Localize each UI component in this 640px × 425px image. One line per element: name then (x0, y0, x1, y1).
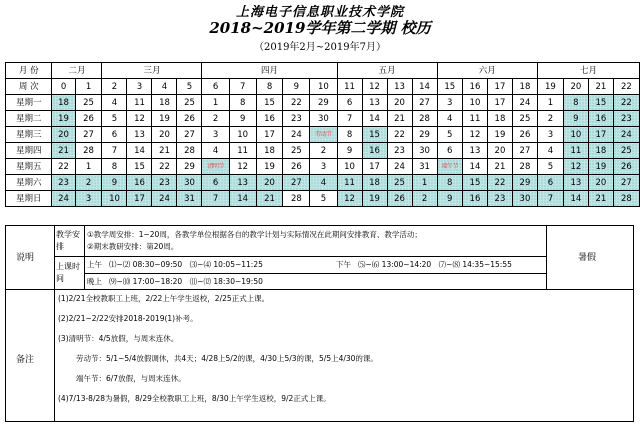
week-cell: 16 (462, 79, 487, 95)
date-cell: 24 (283, 127, 310, 143)
week-cell: 10 (310, 79, 337, 95)
date-cell: 19 (487, 127, 512, 143)
date-cell: 17 (127, 191, 152, 207)
date-cell: 6 (337, 95, 362, 111)
date-cell: 17 (588, 127, 613, 143)
date-cell: 8 (337, 127, 362, 143)
week-cell: 12 (362, 79, 387, 95)
date-cell: 27 (412, 95, 437, 111)
date-cell: 3 (202, 127, 229, 143)
week-cell: 17 (487, 79, 512, 95)
date-cell: 23 (387, 143, 412, 159)
month-cell: 四月 (202, 63, 337, 79)
week-cell: 0 (52, 79, 75, 95)
morning-label: 上午 (87, 260, 102, 269)
date-cell: 21 (52, 143, 75, 159)
date-cell: 14 (362, 111, 387, 127)
date-cell: 2 (310, 143, 337, 159)
date-cell: 9 (102, 175, 127, 191)
date-cell: 30 (412, 143, 437, 159)
date-cell: 8 (437, 175, 462, 191)
date-cell: 18 (256, 143, 283, 159)
date-cell: 9 (437, 191, 462, 207)
evening-label: 晚上 (87, 277, 102, 286)
date-cell: 15 (127, 159, 152, 175)
date-cell: 15 (462, 175, 487, 191)
date-cell: 27 (613, 175, 639, 191)
date-cell: 17 (256, 127, 283, 143)
date-cell: 28 (177, 143, 202, 159)
date-cell: 4 (537, 143, 563, 159)
date-cell: 25 (177, 95, 202, 111)
week-cell: 4 (152, 79, 177, 95)
date-cell: 28 (412, 111, 437, 127)
afternoon-times: ⑸~⑹ 13:00~14:20 ⑺~⑻ 14:35~15:55 (358, 260, 512, 269)
month-row (6, 63, 640, 79)
date-cell: 16 (256, 111, 283, 127)
date-cell: 7 (337, 111, 362, 127)
date-cell: 26 (177, 111, 202, 127)
date-cell: 26 (75, 111, 102, 127)
date-cell: 23 (613, 111, 639, 127)
morning-times: ⑴~⑵ 08:30~09:50 ⑶~⑷ 10:05~11:25 (109, 260, 263, 269)
date-cell: 8 (102, 159, 127, 175)
date-cell: 23 (283, 111, 310, 127)
date-cell: 25 (283, 143, 310, 159)
date-cell: 19 (588, 159, 613, 175)
date-cell: 20 (387, 95, 412, 111)
week-cell: 8 (256, 79, 283, 95)
date-cell: 8 (563, 95, 588, 111)
date-cell: 20 (52, 127, 75, 143)
week-cell: 20 (563, 79, 588, 95)
date-cell: 10 (102, 191, 127, 207)
afternoon-label: 下午 (336, 260, 351, 269)
date-cell: 11 (462, 111, 487, 127)
date-cell: 15 (362, 127, 387, 143)
day-row (6, 143, 640, 159)
week-cell: 11 (337, 79, 362, 95)
note-line-6: (4)7/13-8/28为暑假，8/29全校教职工上班，8/30上午学生返校，9/2正式上课。 (58, 394, 331, 403)
date-cell: 5 (102, 111, 127, 127)
month-cell: 三月 (102, 63, 202, 79)
date-cell: 18 (152, 95, 177, 111)
day-label: 星期日 (6, 191, 52, 207)
date-cell: 20 (487, 143, 512, 159)
date-cell: 7 (537, 191, 563, 207)
date-cell: 26 (283, 159, 310, 175)
date-cell: 25 (512, 111, 537, 127)
date-cell: 16 (127, 175, 152, 191)
note-line-2: (2)2/21~2/22安排2018-2019(1)补考。 (58, 314, 198, 323)
date-cell: 18 (588, 143, 613, 159)
date-cell: 22 (387, 127, 412, 143)
date-cell: 14 (127, 143, 152, 159)
date-cell: 31 (177, 191, 202, 207)
date-cell: 9 (563, 111, 588, 127)
date-cell: 13 (563, 175, 588, 191)
date-cell: 31 (412, 159, 437, 175)
date-cell: 24 (152, 191, 177, 207)
date-cell: 14 (229, 191, 256, 207)
date-cell (310, 127, 337, 143)
date-cell: 10 (462, 95, 487, 111)
date-cell: 12 (462, 127, 487, 143)
date-cell: 11 (337, 175, 362, 191)
date-cell: 9 (337, 143, 362, 159)
date-cell: 28 (75, 143, 102, 159)
date-cell: 11 (563, 143, 588, 159)
date-cell: 6 (202, 175, 229, 191)
date-cell: 24 (512, 95, 537, 111)
day-row (6, 127, 640, 143)
date-cell (202, 159, 229, 175)
week-cell: 13 (387, 79, 412, 95)
date-cell: 23 (52, 175, 75, 191)
date-cell: 26 (613, 159, 639, 175)
date-cell: 29 (412, 127, 437, 143)
week-cell: 3 (127, 79, 152, 95)
date-cell: 2 (537, 111, 563, 127)
date-cell: 3 (437, 95, 462, 111)
date-cell: 12 (229, 159, 256, 175)
date-cell: 1 (412, 175, 437, 191)
month-header: 月 份 (6, 63, 52, 79)
date-cell: 12 (563, 159, 588, 175)
date-cell: 28 (512, 159, 537, 175)
date-cell: 29 (177, 159, 202, 175)
date-cell: 28 (613, 191, 639, 207)
date-cell: 6 (437, 143, 462, 159)
date-cell: 29 (512, 175, 537, 191)
date-cell: 10 (337, 159, 362, 175)
month-cell: 七月 (537, 63, 639, 79)
week-cell: 5 (177, 79, 202, 95)
time-label: 上课时间 (56, 262, 80, 283)
date-cell: 2 (75, 175, 102, 191)
date-cell: 16 (588, 111, 613, 127)
day-label: 星期三 (6, 127, 52, 143)
date-cell: 16 (362, 143, 387, 159)
week-cell: 19 (537, 79, 563, 95)
date-cell: 18 (52, 95, 75, 111)
date-cell: 27 (283, 175, 310, 191)
notes-label: 备注 (16, 355, 35, 365)
page-title: 2018~2019学年第二学期 校历 (209, 19, 431, 37)
date-cell: 25 (613, 143, 639, 159)
day-row (6, 95, 640, 111)
date-cell: 22 (52, 159, 75, 175)
date-cell: 14 (563, 191, 588, 207)
date-cell: 24 (52, 191, 75, 207)
week-header: 周 次 (6, 79, 52, 95)
day-row (6, 191, 640, 207)
date-cell: 3 (537, 127, 563, 143)
date-cell: 4 (102, 95, 127, 111)
date-cell: 21 (256, 191, 283, 207)
date-cell: 13 (127, 127, 152, 143)
date-cell: 17 (362, 159, 387, 175)
date-cell: 23 (152, 175, 177, 191)
date-cell: 21 (152, 143, 177, 159)
week-cell: 21 (588, 79, 613, 95)
date-cell: 26 (512, 127, 537, 143)
date-cell: 2 (412, 191, 437, 207)
week-cell: 22 (613, 79, 639, 95)
date-cell: 21 (387, 111, 412, 127)
month-cell: 六月 (437, 63, 537, 79)
date-cell: 10 (563, 127, 588, 143)
date-cell: 1 (75, 159, 102, 175)
date-cell: 21 (487, 159, 512, 175)
date-cell: 3 (310, 159, 337, 175)
date-cell: 15 (588, 95, 613, 111)
date-cell: 21 (588, 191, 613, 207)
date-cell: 11 (229, 143, 256, 159)
date-cell: 27 (75, 127, 102, 143)
date-cell: 22 (152, 159, 177, 175)
date-cell: 5 (310, 191, 337, 207)
date-cell: 22 (487, 175, 512, 191)
date-cell: 22 (613, 95, 639, 111)
summer-label: 暑假 (578, 253, 597, 263)
date-cell: 4 (437, 111, 462, 127)
week-cell: 1 (75, 79, 102, 95)
date-cell: 19 (362, 191, 387, 207)
teaching-item-2: ②期末教研安排：第20周。 (87, 242, 179, 251)
date-cell: 12 (337, 191, 362, 207)
date-cell: 18 (362, 175, 387, 191)
date-cell: 30 (512, 191, 537, 207)
date-cell: 30 (310, 111, 337, 127)
date-cell: 7 (202, 191, 229, 207)
date-cell: 15 (256, 95, 283, 111)
evening-times: ⑼~⑽ 17:00~18:20 ⑾~⑿ 18:30~19:50 (109, 277, 263, 286)
date-cell: 6 (537, 175, 563, 191)
date-cell: 24 (613, 127, 639, 143)
date-cell: 23 (487, 191, 512, 207)
day-row (6, 159, 640, 175)
day-label: 星期六 (6, 175, 52, 191)
day-label: 星期一 (6, 95, 52, 111)
date-cell: 13 (229, 175, 256, 191)
teaching-item-1: ①教学周安排：1~20周，各教学单位根据各自的教学计划与实际情况在此期间安排教育、教学活动； (87, 230, 422, 239)
week-cell: 7 (229, 79, 256, 95)
week-cell: 6 (202, 79, 229, 95)
date-cell: 14 (462, 159, 487, 175)
month-cell: 二月 (52, 63, 102, 79)
note-line-4: 劳动节：5/1~5/4放假调休，共4天；4/28上5/2的课，4/30上5/3的课，5/5上4/30的课。 (76, 354, 378, 363)
date-cell: 4 (310, 175, 337, 191)
week-cell: 18 (512, 79, 537, 95)
date-cell: 7 (102, 143, 127, 159)
teaching-label: 教学安排 (56, 230, 80, 251)
date-cell: 25 (75, 95, 102, 111)
notes-area (5, 225, 634, 422)
holiday-mark: 清明节 (207, 163, 224, 170)
calendar-table (5, 62, 640, 207)
week-cell: 15 (437, 79, 462, 95)
date-cell: 4 (202, 143, 229, 159)
note-line-3: (3)清明节：4/5放假，与周末连休。 (58, 334, 179, 343)
week-cell: 2 (102, 79, 127, 95)
date-cell: 17 (487, 95, 512, 111)
date-cell: 25 (387, 175, 412, 191)
date-cell: 19 (52, 111, 75, 127)
date-cell: 13 (462, 143, 487, 159)
date-cell: 20 (152, 127, 177, 143)
date-cell: 19 (152, 111, 177, 127)
holiday-mark: 劳动节 (315, 131, 332, 138)
date-cell: 20 (588, 175, 613, 191)
date-cell: 27 (177, 127, 202, 143)
date-cell: 12 (127, 111, 152, 127)
day-row (6, 111, 640, 127)
week-cell: 14 (412, 79, 437, 95)
page-subtitle: （2019年2月~2019年7月） (253, 42, 386, 53)
week-row (6, 79, 640, 95)
date-cell: 18 (487, 111, 512, 127)
date-cell: 26 (387, 191, 412, 207)
date-cell: 27 (512, 143, 537, 159)
date-cell: 20 (256, 175, 283, 191)
day-label: 星期五 (6, 159, 52, 175)
day-row (6, 175, 640, 191)
date-cell: 1 (202, 95, 229, 111)
date-cell: 5 (537, 159, 563, 175)
date-cell: 16 (462, 191, 487, 207)
date-cell: 1 (537, 95, 563, 111)
date-cell: 24 (387, 159, 412, 175)
explain-label: 说明 (16, 253, 35, 263)
date-cell: 9 (229, 111, 256, 127)
date-cell: 30 (177, 175, 202, 191)
date-cell: 5 (437, 127, 462, 143)
date-cell: 29 (310, 95, 337, 111)
date-cell: 28 (283, 191, 310, 207)
date-cell: 13 (362, 95, 387, 111)
day-label: 星期二 (6, 111, 52, 127)
date-cell: 2 (202, 111, 229, 127)
day-label: 星期四 (6, 143, 52, 159)
date-cell (437, 159, 462, 175)
note-line-1: (1)2/21全校教职工上班，2/22上午学生返校，2/25正式上课。 (58, 294, 270, 303)
school-name: 上海电子信息职业技术学院 (235, 5, 404, 20)
date-cell: 19 (256, 159, 283, 175)
month-cell: 五月 (337, 63, 437, 79)
week-cell: 9 (283, 79, 310, 95)
date-cell: 10 (229, 127, 256, 143)
holiday-mark: 端午节 (441, 163, 459, 170)
date-cell: 3 (75, 191, 102, 207)
date-cell: 8 (229, 95, 256, 111)
date-cell: 11 (127, 95, 152, 111)
date-cell: 22 (283, 95, 310, 111)
note-line-5: 端午节：6/7放假，与周末连休。 (76, 374, 186, 383)
date-cell: 6 (102, 127, 127, 143)
